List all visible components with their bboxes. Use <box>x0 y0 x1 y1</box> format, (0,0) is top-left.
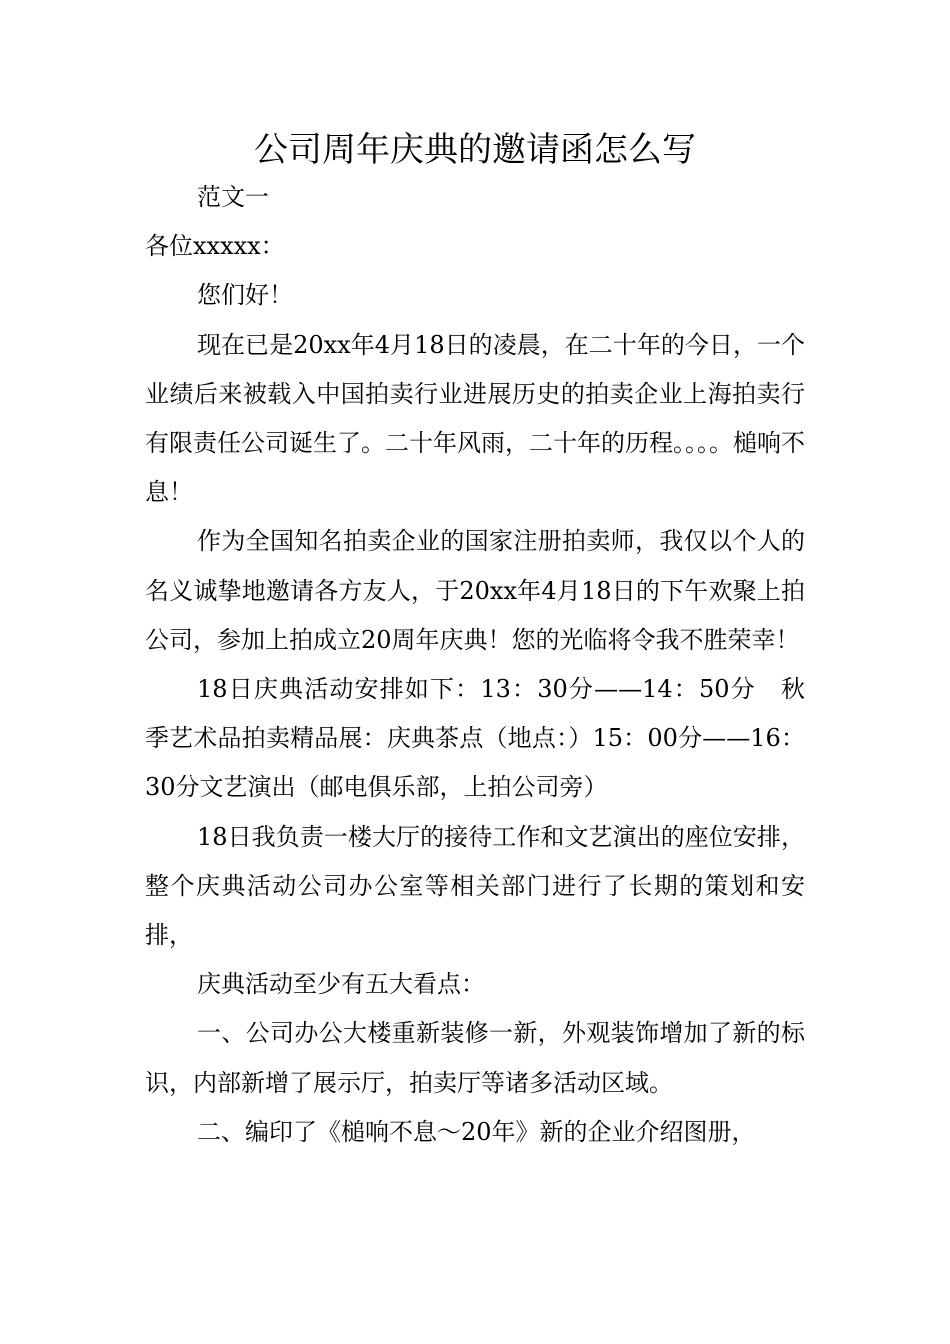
paragraph-arrangement: 18日我负责一楼大厅的接待工作和文艺演出的座位安排，整个庆典活动公司办公室等相关部门进行了长期的策划和安排， <box>145 822 805 950</box>
paragraph-salutation: 各位xxxxx： <box>145 232 285 261</box>
paragraph-intro: 现在已是20xx年4月18日的凌晨，在二十年的今日，一个业绩后来被载入中国拍卖行业进展历史的拍卖企业上海拍卖行有限责任公司诞生了。二十年风雨，二十年的历程。。。。槌响不息！ <box>145 330 805 507</box>
paragraph-highlight-1: 一、公司办公大楼重新装修一新，外观装饰增加了新的标识，内部新增了展示厅，拍卖厅等诸多活动区域。 <box>145 1019 805 1097</box>
paragraph-schedule: 18日庆典活动安排如下：13：30分——14：50分 秋季艺术品拍卖精品展：庆典茶点（地点：）15：00分——16：30分文艺演出（邮电俱乐部，上拍公司旁） <box>145 675 805 802</box>
document-body <box>145 173 805 1157</box>
paragraph-highlight-2: 二、编印了《槌响不息～20年》新的企业介绍图册， <box>197 1117 756 1146</box>
paragraph-greeting: 您们好！ <box>197 281 293 310</box>
paragraph-invitation: 作为全国知名拍卖企业的国家注册拍卖师，我仅以个人的名义诚挚地邀请各方友人，于20xx年4月18日的下午欢聚上拍公司，参加上拍成立20周年庆典！您的光临将令我不胜荣幸！ <box>145 527 805 654</box>
paragraph-sample-heading: 范文一 <box>197 183 269 211</box>
paragraph-highlights-intro: 庆典活动至少有五大看点： <box>197 970 485 999</box>
document-title: 公司周年庆典的邀请函怎么写 <box>254 130 696 170</box>
